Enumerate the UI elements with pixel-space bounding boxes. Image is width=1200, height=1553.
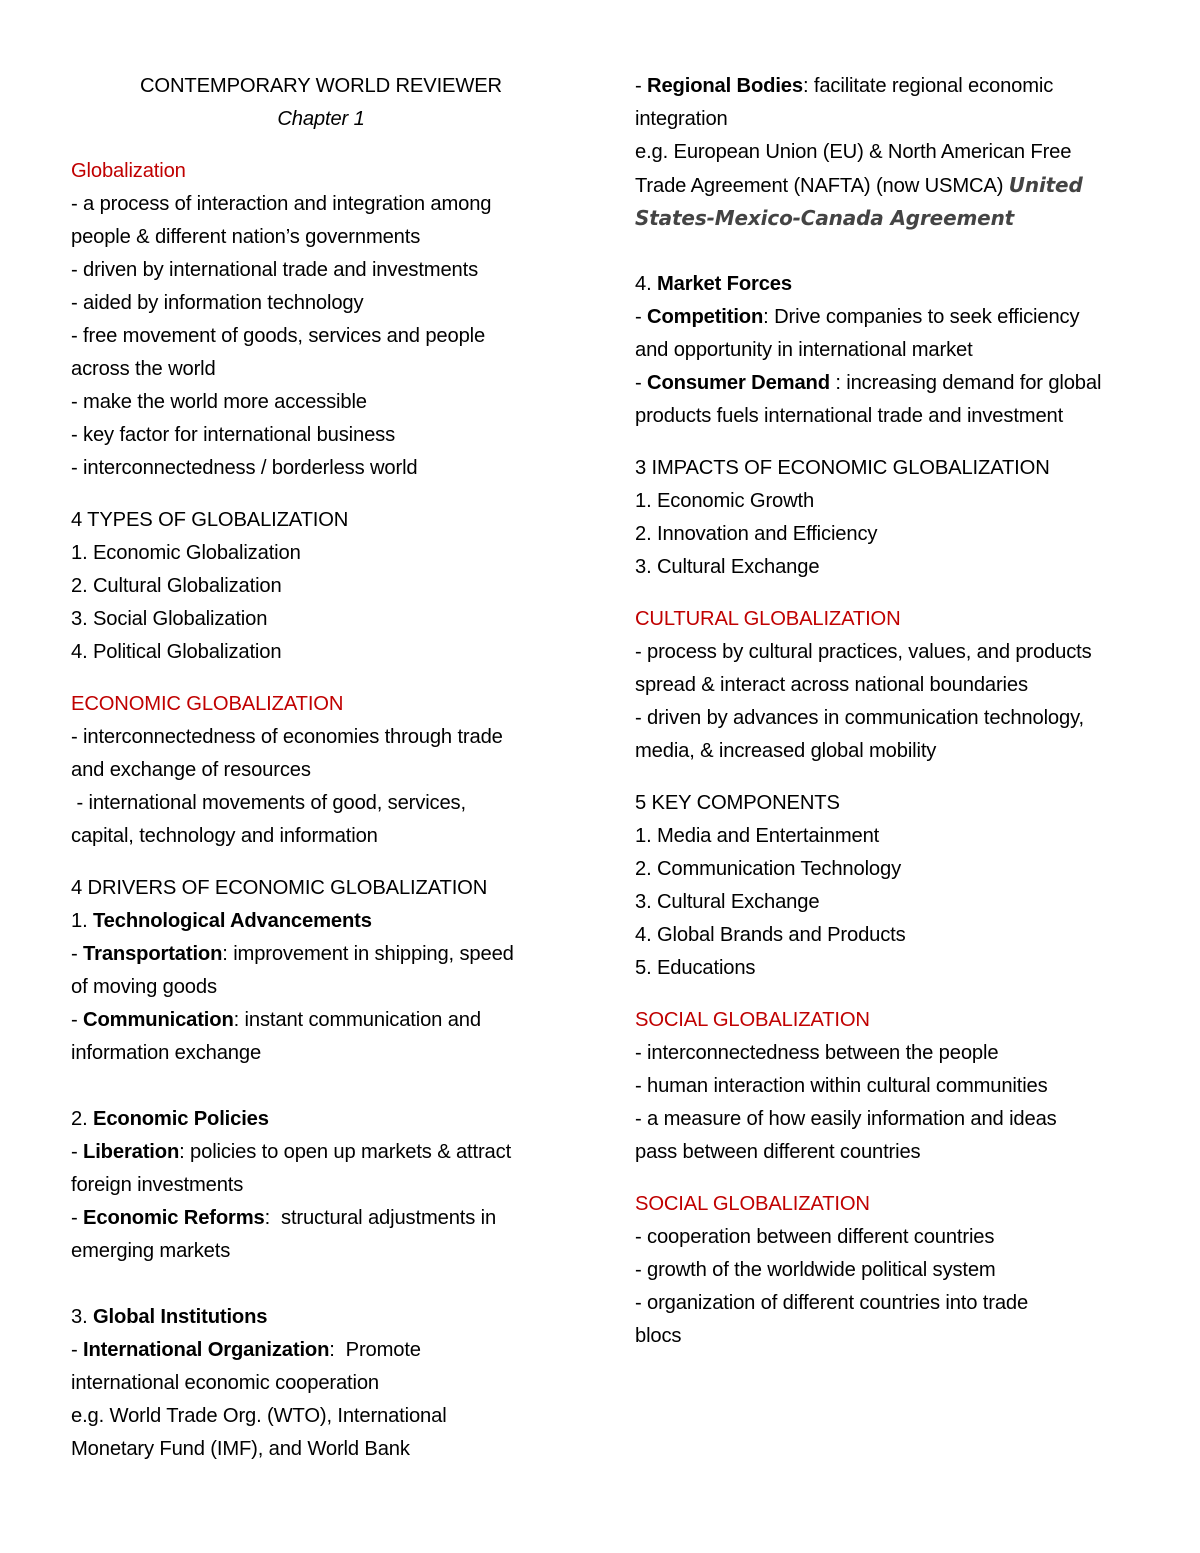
text-line: and opportunity in international market [635, 339, 973, 361]
text-line: - driven by advances in communication technology, [635, 707, 1084, 729]
text-line: pass between different countries [635, 1141, 921, 1163]
section-heading-types: 4 TYPES OF GLOBALIZATION [71, 509, 349, 531]
list-item: 4. Global Brands and Products [635, 924, 906, 946]
text-line: - human interaction within cultural communities [635, 1075, 1048, 1097]
driver-point: - Consumer Demand : increasing demand for global [635, 372, 1102, 394]
list-item: 3. Social Globalization [71, 608, 268, 630]
text-line: products fuels international trade and investment [635, 405, 1064, 427]
driver-title: 3. Global Institutions [71, 1306, 268, 1328]
text-line: - organization of different countries into trade [635, 1292, 1029, 1314]
text-line: - cooperation between different countries [635, 1226, 995, 1248]
list-item: 5. Educations [635, 957, 756, 979]
text-line: - growth of the worldwide political system [635, 1259, 996, 1281]
list-item: 1. Economic Globalization [71, 542, 301, 564]
section-heading-economic: ECONOMIC GLOBALIZATION [71, 693, 344, 715]
text-line: media, & increased global mobility [635, 740, 937, 762]
text-line: - process by cultural practices, values, and products [635, 641, 1092, 663]
text-line: spread & interact across national boundaries [635, 674, 1028, 696]
text-line: and exchange of resources [71, 759, 311, 781]
text-line: - a process of interaction and integration among [71, 193, 492, 215]
text-line: e.g. European Union (EU) & North American Free [635, 141, 1072, 163]
text-line: - international movements of good, services, [71, 792, 466, 814]
list-item: 2. Communication Technology [635, 858, 902, 880]
driver-point: - Regional Bodies: facilitate regional economic [635, 75, 1054, 97]
text-line: emerging markets [71, 1240, 231, 1262]
section-heading-social: SOCIAL GLOBALIZATION [635, 1009, 870, 1031]
text-line: - key factor for international business [71, 424, 396, 446]
text-line: international economic cooperation [71, 1372, 380, 1394]
text-line: States-Mexico-Canada Agreement [635, 206, 1015, 230]
text-line: - interconnectedness of economies through trade [71, 726, 503, 748]
text-line: - interconnectedness / borderless world [71, 457, 418, 479]
document-subtitle: Chapter 1 [277, 108, 365, 130]
text-line: - a measure of how easily information and ideas [635, 1108, 1057, 1130]
driver-point: - Competition: Drive companies to seek efficiency [635, 306, 1080, 328]
text-line: Trade Agreement (NAFTA) (now USMCA) United [635, 173, 1083, 197]
driver-point: - Economic Reforms: structural adjustments in [71, 1207, 497, 1229]
document-title: CONTEMPORARY WORLD REVIEWER [140, 75, 502, 97]
section-heading-impacts: 3 IMPACTS OF ECONOMIC GLOBALIZATION [635, 457, 1050, 479]
list-item: 2. Cultural Globalization [71, 575, 282, 597]
text-line: information exchange [71, 1042, 262, 1064]
text-line: - free movement of goods, services and people [71, 325, 486, 347]
driver-point: - Transportation: improvement in shipping, speed [71, 943, 514, 965]
driver-title: 2. Economic Policies [71, 1108, 269, 1130]
driver-title: 4. Market Forces [635, 273, 792, 295]
driver-point: - Liberation: policies to open up markets & attract [71, 1141, 512, 1163]
section-heading-components: 5 KEY COMPONENTS [635, 792, 840, 814]
text-line: e.g. World Trade Org. (WTO), International [71, 1405, 447, 1427]
text-line: people & different nation’s governments [71, 226, 421, 248]
text-line: - driven by international trade and investments [71, 259, 479, 281]
driver-point: - Communication: instant communication and [71, 1009, 481, 1031]
text-line: blocs [635, 1325, 682, 1347]
text-line: foreign investments [71, 1174, 244, 1196]
section-heading-drivers: 4 DRIVERS OF ECONOMIC GLOBALIZATION [71, 877, 488, 899]
text-line: - interconnectedness between the people [635, 1042, 999, 1064]
list-item: 2. Innovation and Efficiency [635, 523, 878, 545]
text-line: - make the world more accessible [71, 391, 367, 413]
left-column [71, 70, 571, 1466]
text-line: of moving goods [71, 976, 217, 998]
right-column [635, 70, 1145, 1353]
driver-point: - International Organization: Promote [71, 1339, 421, 1361]
list-item: 3. Cultural Exchange [635, 556, 820, 578]
list-item: 4. Political Globalization [71, 641, 282, 663]
text-line: across the world [71, 358, 216, 380]
text-line: Monetary Fund (IMF), and World Bank [71, 1438, 410, 1460]
section-heading-globalization: Globalization [71, 160, 186, 182]
text-line: - aided by information technology [71, 292, 364, 314]
list-item: 1. Media and Entertainment [635, 825, 880, 847]
driver-title: 1. Technological Advancements [71, 910, 372, 932]
list-item: 1. Economic Growth [635, 490, 815, 512]
text-line: capital, technology and information [71, 825, 378, 847]
section-heading-cultural: CULTURAL GLOBALIZATION [635, 608, 901, 630]
list-item: 3. Cultural Exchange [635, 891, 820, 913]
section-heading-social-2: SOCIAL GLOBALIZATION [635, 1193, 870, 1215]
text-line: integration [635, 108, 728, 130]
